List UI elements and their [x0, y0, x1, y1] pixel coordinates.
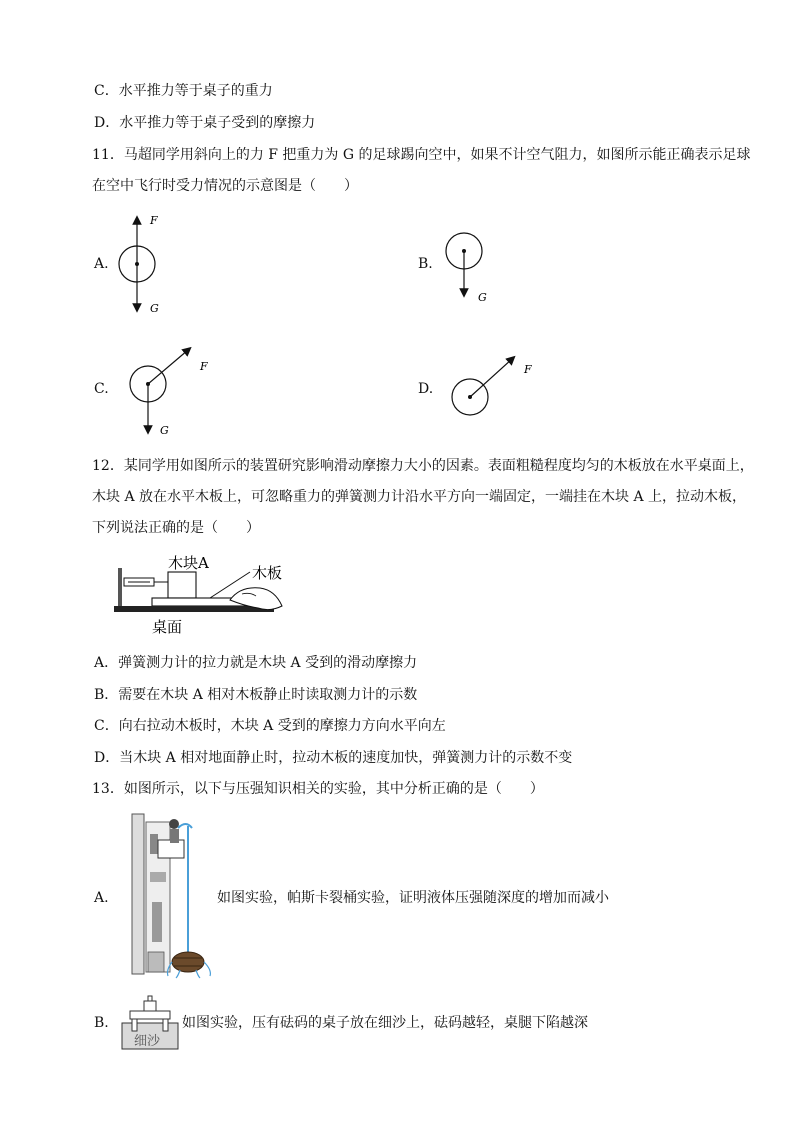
q11-stem-line1: 11．马超同学用斜向上的力 F 把重力为 G 的足球踢向空中，如果不计空气阻力，如图所示能正确表示足球 — [92, 147, 751, 163]
q11-label-d: D. — [418, 381, 434, 397]
q12-option-a: A．弹簧测力计的拉力就是木块 A 受到的滑动摩擦力 — [94, 655, 418, 671]
weight — [144, 1001, 156, 1011]
q12-option-b: B．需要在木块 A 相对木板静止时读取测力计的示数 — [94, 687, 418, 703]
q11-figure-b — [440, 225, 510, 310]
q12-stem-line1: 12．某同学用如图所示的装置研究影响滑动摩擦力大小的因素。表面粗糙程度均匀的木板放在水平桌面上， — [92, 458, 754, 474]
q12-option-d: D．当木块 A 相对地面静止时，拉动木板的速度加快，弹簧测力计的示数不变 — [94, 750, 573, 766]
barrel — [172, 952, 204, 972]
force-f-label: F — [524, 363, 532, 376]
q12-stem-line3: 下列说法正确的是（ ） — [92, 520, 260, 536]
label-desk: 桌面 — [152, 618, 183, 636]
q11-figure-d — [440, 345, 540, 425]
q13-option-b-text: 如图实验，压有砝码的桌子放在细沙上，砝码越轻，桌腿下陷越深 — [182, 1015, 588, 1031]
force-f-label: F — [150, 214, 158, 227]
label-block-a: 木块A — [168, 554, 209, 572]
q11-label-a: A. — [94, 256, 109, 272]
q10-option-d: D．水平推力等于桌子受到的摩擦力 — [94, 115, 316, 131]
force-g-label: G — [160, 424, 169, 437]
label-board: 木板 — [252, 564, 283, 582]
q13-stem: 13．如图所示，以下与压强知识相关的实验，其中分析正确的是（ ） — [92, 781, 544, 797]
q10-option-c: C．水平推力等于桌子的重力 — [94, 83, 273, 99]
block-a — [168, 572, 196, 598]
sand-table-figure — [120, 993, 182, 1053]
q13-label-b: B. — [94, 1015, 109, 1031]
q11-stem-line2: 在空中飞行时受力情况的示意图是（ ） — [92, 178, 358, 194]
q12-option-c: C．向右拉动木板时，木块 A 受到的摩擦力方向水平向左 — [94, 718, 446, 734]
q11-figure-c — [118, 340, 218, 440]
q13-option-a-text: 如图实验，帕斯卡裂桶实验，证明液体压强随深度的增加而减小 — [217, 890, 609, 906]
pascal-barrel-figure — [130, 812, 225, 980]
force-g-label: G — [150, 302, 159, 315]
label-sand: 细沙 — [134, 1034, 161, 1049]
q13-label-a: A. — [94, 890, 109, 906]
force-g-label: G — [478, 291, 487, 304]
q11-label-c: C. — [94, 381, 109, 397]
q12-stem-line2: 木块 A 放在水平木板上，可忽略重力的弹簧测力计沿水平方向一端固定，一端挂在木块 A 上，拉动木板， — [92, 489, 747, 505]
q11-figure-a — [110, 210, 180, 320]
q12-apparatus-figure — [110, 548, 300, 638]
q11-label-b: B. — [418, 256, 433, 272]
force-f-label: F — [200, 360, 208, 373]
